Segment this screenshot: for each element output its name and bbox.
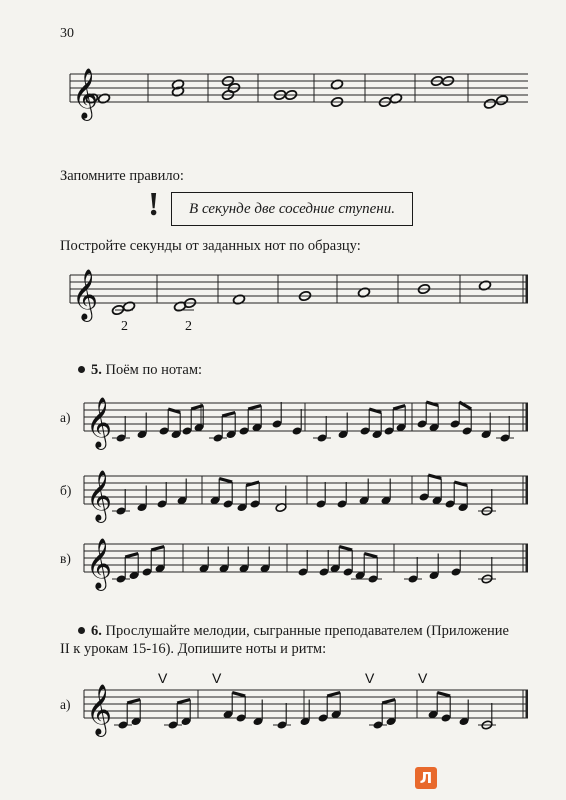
- treble-clef-icon: 𝄞: [86, 538, 113, 589]
- beam: [426, 402, 438, 406]
- whole-note: [483, 98, 496, 109]
- whole-note: [495, 95, 508, 106]
- exercise-number: 5.: [91, 362, 102, 378]
- interval-label: 2: [185, 319, 192, 334]
- breath-mark: V: [365, 670, 375, 686]
- beam: [177, 700, 190, 704]
- exercise-text: Прослушайте мелодии, сыгранные преподавателем (Приложение: [105, 623, 509, 639]
- beam: [125, 554, 138, 558]
- interval-label: 2: [121, 319, 128, 334]
- row-label-a: а): [60, 410, 71, 425]
- row-label-v: в): [60, 551, 71, 566]
- beam: [382, 700, 395, 704]
- exercise-6-line1: [78, 623, 509, 640]
- beam: [393, 406, 405, 410]
- staff-1: [70, 68, 528, 121]
- treble-clef-icon: 𝄞: [86, 684, 113, 735]
- breath-mark: V: [418, 670, 428, 686]
- beam: [369, 409, 381, 413]
- breath-mark: V: [212, 670, 222, 686]
- staff-ex5-b: [84, 470, 528, 523]
- staff-ex6-a: [84, 670, 528, 737]
- treble-clef-icon: 𝄞: [86, 470, 113, 521]
- exercise-number: 6.: [91, 623, 102, 639]
- exercise-text: Поём по нотам:: [105, 362, 203, 378]
- exclamation-icon: !: [148, 186, 160, 223]
- exercise-5-heading: [78, 362, 202, 379]
- beam: [248, 406, 261, 410]
- staff-ex5-a: [84, 397, 528, 450]
- task-build-seconds: Постройте секунды от заданных нот по образцу:: [60, 238, 361, 254]
- staff-2: [70, 269, 528, 334]
- treble-clef-icon: 𝄞: [86, 397, 113, 448]
- beam: [168, 409, 180, 413]
- rule-box: В секунде две соседние ступени.: [171, 192, 413, 226]
- beam: [437, 693, 450, 697]
- bullet-icon: [78, 366, 85, 373]
- row-label-a-ex6: а): [60, 697, 71, 712]
- treble-clef-icon: 𝄞: [72, 68, 99, 119]
- beam: [151, 547, 164, 551]
- labirint-logo: Л: [415, 767, 437, 789]
- beam: [222, 413, 235, 417]
- beam: [428, 475, 441, 479]
- row-label-b: б): [60, 483, 72, 498]
- beam: [127, 700, 140, 704]
- beam: [219, 479, 232, 483]
- page-number: 30: [60, 26, 74, 41]
- beam: [364, 554, 377, 558]
- rule-intro: Запомните правило:: [60, 168, 184, 184]
- breath-mark: V: [158, 670, 168, 686]
- beam: [339, 547, 352, 551]
- treble-clef-icon: 𝄞: [72, 269, 99, 320]
- beam: [246, 482, 259, 486]
- staff-ex5-v: [84, 538, 528, 591]
- exercise-6-line2: II к урокам 15-16). Допишите ноты и ритм:: [60, 641, 327, 657]
- beam: [232, 693, 245, 697]
- beam: [327, 693, 340, 697]
- bullet-icon: [78, 627, 85, 634]
- beam: [454, 482, 467, 486]
